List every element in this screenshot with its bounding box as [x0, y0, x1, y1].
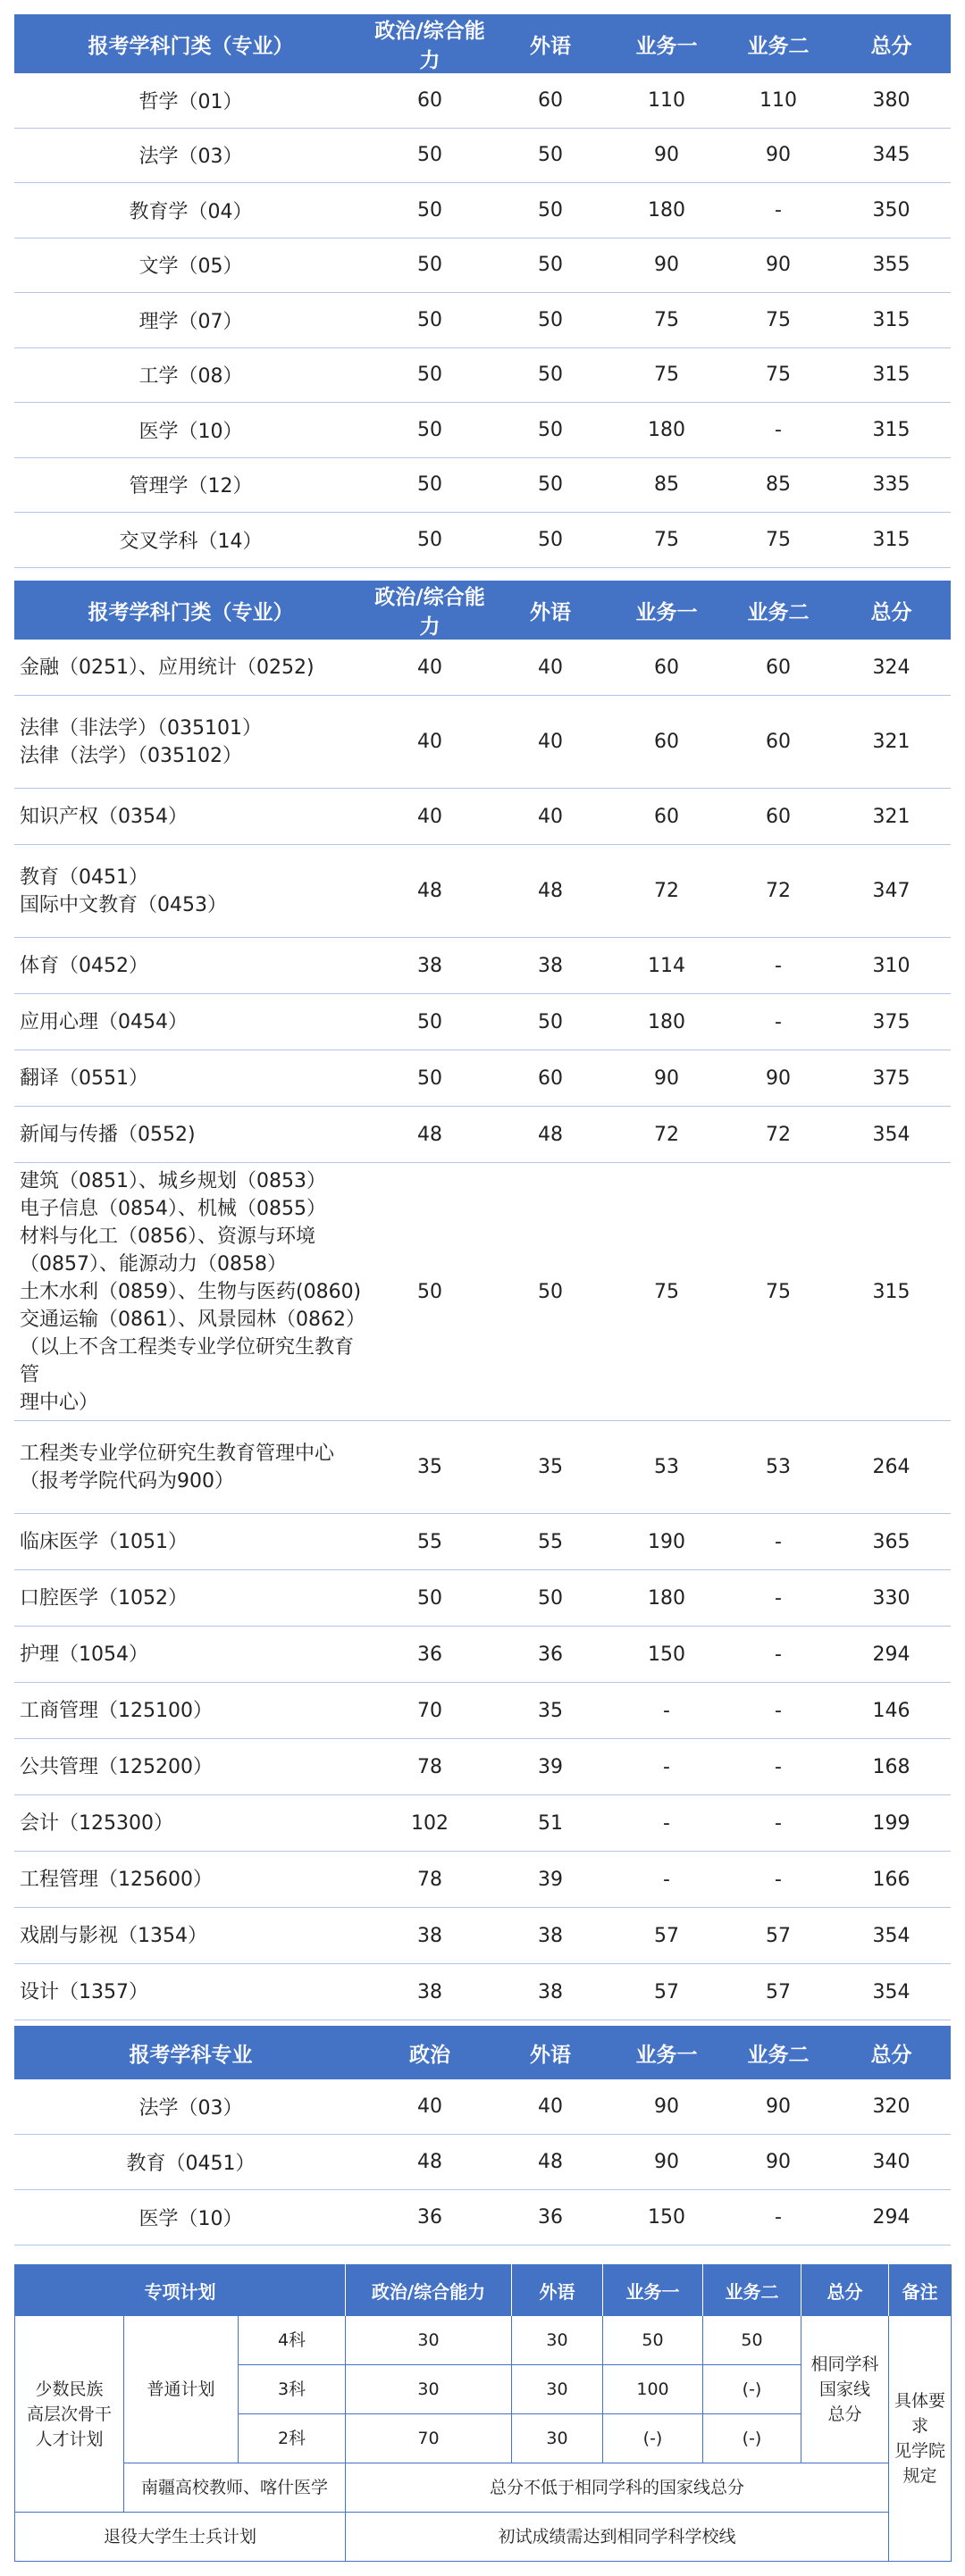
- table-special-plans: [14, 2264, 952, 2562]
- header-cell: 外语: [492, 14, 608, 73]
- score-cell: 350: [832, 183, 951, 238]
- table-row: [14, 789, 951, 845]
- score-cell: 50: [367, 513, 492, 568]
- table-row: [14, 457, 951, 513]
- subject-name: 建筑（0851）、城乡规划（0853） 电子信息（0854）、机械（0855） 材料与化工（0856）、资源与环境 （0857）、能源动力（0858） 土木水利（0859）、生物与医药(0860) 交通运输（0861）、风景园林（0862） （以上不含工程类专业学位研究生教育管 理中心）: [14, 1163, 367, 1421]
- table-row: [14, 1908, 951, 1964]
- score-cell: 53: [725, 1421, 832, 1514]
- header-cell: 政治: [367, 2026, 492, 2079]
- header-cell: 总分: [832, 14, 951, 73]
- subject-name: 法学（03）: [14, 2079, 367, 2135]
- header-cell: 备注: [889, 2265, 952, 2316]
- score-cell: 347: [832, 845, 951, 938]
- score-cell: 75: [608, 1163, 725, 1421]
- score-cell: 48: [367, 2135, 492, 2190]
- score-cell: -: [725, 1514, 832, 1570]
- score-cell: 50: [367, 1163, 492, 1421]
- score-cell: 50: [367, 994, 492, 1050]
- header-cell: 业务二: [725, 581, 832, 640]
- score-cell: 90: [725, 2079, 832, 2135]
- score-cell: 354: [832, 1107, 951, 1163]
- plan-group: 少数民族 高层次骨干 人才计划: [15, 2316, 124, 2513]
- subject-name: 工学（08）: [14, 347, 367, 403]
- header-cell: 业务一: [608, 14, 725, 73]
- score-cell: 72: [725, 845, 832, 938]
- score-cell: -: [725, 1795, 832, 1852]
- score-cell: 50: [367, 128, 492, 183]
- score-cell: 335: [832, 457, 951, 513]
- score-cell: 51: [492, 1795, 608, 1852]
- subject-name: 护理（1054）: [14, 1627, 367, 1683]
- header-cell: 政治/综合能力: [367, 581, 492, 640]
- subject-name: 理学（07）: [14, 293, 367, 348]
- score-cell: 57: [725, 1908, 832, 1964]
- score-cell: 30: [512, 2414, 603, 2463]
- table-row: [14, 2135, 951, 2190]
- table-row: [14, 1683, 951, 1739]
- score-cell: 90: [608, 128, 725, 183]
- score-cell: 50: [367, 457, 492, 513]
- table-row: [14, 1514, 951, 1570]
- score-cell: 40: [492, 789, 608, 845]
- score-cell: 321: [832, 789, 951, 845]
- score-cell: 38: [367, 1964, 492, 2020]
- header-cell: 总分: [832, 2026, 951, 2079]
- table-row: [14, 2190, 951, 2246]
- score-cell: 60: [725, 696, 832, 789]
- score-cell: 114: [608, 938, 725, 994]
- score-cell: -: [608, 1795, 725, 1852]
- subject-name: 翻译（0551）: [14, 1050, 367, 1107]
- header-cell: 报考学科门类（专业）: [14, 14, 367, 73]
- header-row: [14, 14, 951, 73]
- table-row: [14, 1964, 951, 2020]
- score-cell: 365: [832, 1514, 951, 1570]
- table-row: [14, 1852, 951, 1908]
- score-cell: 55: [492, 1514, 608, 1570]
- score-cell: 36: [367, 1627, 492, 1683]
- score-cell: 315: [832, 403, 951, 458]
- score-cell: 50: [703, 2316, 801, 2365]
- score-cell: 57: [725, 1964, 832, 2020]
- score-cell: 55: [367, 1514, 492, 1570]
- table-row: [14, 1570, 951, 1627]
- score-cell: 354: [832, 1908, 951, 1964]
- score-cell: 36: [492, 2190, 608, 2246]
- header-cell: 政治/综合能力: [367, 14, 492, 73]
- score-cell: 50: [492, 238, 608, 293]
- score-cell: 50: [367, 1050, 492, 1107]
- table-row: [14, 696, 951, 789]
- score-cell: 90: [608, 2135, 725, 2190]
- score-cell: 100: [603, 2365, 703, 2414]
- subject-name: 工商管理（125100）: [14, 1683, 367, 1739]
- score-cell: 40: [367, 640, 492, 696]
- score-cell: 35: [492, 1683, 608, 1739]
- score-cell: 57: [608, 1964, 725, 2020]
- score-cell: 60: [492, 1050, 608, 1107]
- score-cell: 324: [832, 640, 951, 696]
- score-cell: 60: [725, 640, 832, 696]
- score-cell: 48: [492, 845, 608, 938]
- score-cell: 38: [367, 938, 492, 994]
- table-row: [14, 1795, 951, 1852]
- score-cell: -: [725, 1570, 832, 1627]
- subject-name: 法律（非法学）（035101） 法律（法学）（035102）: [14, 696, 367, 789]
- subject-name: 教育（0451）: [14, 2135, 367, 2190]
- subject-name: 哲学（01）: [14, 73, 367, 128]
- score-cell: 36: [367, 2190, 492, 2246]
- score-cell: (-): [703, 2365, 801, 2414]
- header-cell: 外语: [492, 581, 608, 640]
- score-cell: 375: [832, 1050, 951, 1107]
- score-cell: 78: [367, 1852, 492, 1908]
- subject-count: 4科: [239, 2316, 346, 2365]
- score-cell: 48: [367, 845, 492, 938]
- score-cell: (-): [703, 2414, 801, 2463]
- score-cell: -: [608, 1739, 725, 1795]
- score-cell: 375: [832, 994, 951, 1050]
- score-cell: 166: [832, 1852, 951, 1908]
- score-cell: 38: [492, 1908, 608, 1964]
- score-cell: 70: [367, 1683, 492, 1739]
- score-cell: 180: [608, 1570, 725, 1627]
- score-cell: 39: [492, 1739, 608, 1795]
- score-cell: 90: [608, 2079, 725, 2135]
- table-professional-degree: [14, 581, 951, 2020]
- subject-name: 新闻与传播（0552): [14, 1107, 367, 1163]
- score-cell: 50: [367, 403, 492, 458]
- score-cell: 60: [608, 640, 725, 696]
- table-row: [15, 2513, 952, 2562]
- table-row: [14, 128, 951, 183]
- score-cell: 40: [367, 696, 492, 789]
- table-row: [14, 403, 951, 458]
- score-cell: 315: [832, 513, 951, 568]
- table-row: [14, 1421, 951, 1514]
- subject-name: 工程类专业学位研究生教育管理中心 （报考学院代码为900）: [14, 1421, 367, 1514]
- subject-count: 2科: [239, 2414, 346, 2463]
- score-cell: 48: [367, 1107, 492, 1163]
- table-row: [14, 1739, 951, 1795]
- header-cell: 总分: [832, 581, 951, 640]
- score-cell: 345: [832, 128, 951, 183]
- header-cell: 业务一: [603, 2265, 703, 2316]
- score-cell: -: [725, 403, 832, 458]
- score-cell: 35: [492, 1421, 608, 1514]
- score-cell: -: [608, 1852, 725, 1908]
- table-row: [14, 183, 951, 238]
- score-cell: 75: [725, 1163, 832, 1421]
- subject-name: 设计（1357）: [14, 1964, 367, 2020]
- table-special-majors: [14, 2026, 951, 2246]
- score-cell: -: [725, 1852, 832, 1908]
- score-cell: 315: [832, 347, 951, 403]
- score-cell: 110: [725, 73, 832, 128]
- score-cell: 90: [725, 238, 832, 293]
- subject-name: 工程管理（125600）: [14, 1852, 367, 1908]
- score-cell: -: [725, 994, 832, 1050]
- table-row: [14, 938, 951, 994]
- score-cell: 90: [608, 1050, 725, 1107]
- score-cell: 50: [492, 403, 608, 458]
- plan-name: 南疆高校教师、喀什医学: [124, 2463, 346, 2513]
- score-cell: 60: [608, 696, 725, 789]
- score-cell: 72: [608, 845, 725, 938]
- total-note: 相同学科 国家线 总分: [801, 2316, 889, 2463]
- score-cell: 180: [608, 994, 725, 1050]
- table-row: [14, 1163, 951, 1421]
- table-row: [14, 640, 951, 696]
- score-cell: 38: [367, 1908, 492, 1964]
- score-cell: 264: [832, 1421, 951, 1514]
- header-cell: 报考学科门类（专业）: [14, 581, 367, 640]
- score-cell: 50: [492, 994, 608, 1050]
- score-cell: 50: [367, 293, 492, 348]
- table-row: [14, 1627, 951, 1683]
- score-cell: 50: [603, 2316, 703, 2365]
- score-cell: -: [725, 1683, 832, 1739]
- subject-name: 医学（10）: [14, 403, 367, 458]
- score-cell: 36: [492, 1627, 608, 1683]
- score-cell: 72: [725, 1107, 832, 1163]
- score-cell: 70: [346, 2414, 512, 2463]
- score-cell: 190: [608, 1514, 725, 1570]
- score-cell: 355: [832, 238, 951, 293]
- table-row: [14, 845, 951, 938]
- score-cell: 60: [492, 73, 608, 128]
- score-cell: 110: [608, 73, 725, 128]
- score-cell: 180: [608, 183, 725, 238]
- table-row: [15, 2316, 952, 2365]
- subject-count: 3科: [239, 2365, 346, 2414]
- score-cell: 75: [608, 347, 725, 403]
- score-cell: 53: [608, 1421, 725, 1514]
- score-cell: 315: [832, 293, 951, 348]
- score-cell: -: [725, 2190, 832, 2246]
- score-cell: 72: [608, 1107, 725, 1163]
- score-cell: 50: [492, 1570, 608, 1627]
- table-row: [14, 73, 951, 128]
- header-cell: 外语: [492, 2026, 608, 2079]
- score-cell: 60: [725, 789, 832, 845]
- score-cell: 40: [367, 789, 492, 845]
- score-cell: 199: [832, 1795, 951, 1852]
- header-cell-plan: 专项计划: [15, 2265, 346, 2316]
- subject-name: 口腔医学（1052）: [14, 1570, 367, 1627]
- header-row: [14, 581, 951, 640]
- score-cell: 50: [492, 183, 608, 238]
- score-cell: 50: [367, 347, 492, 403]
- subject-name: 戏剧与影视（1354）: [14, 1908, 367, 1964]
- score-cell: -: [725, 183, 832, 238]
- score-cell: 75: [725, 513, 832, 568]
- score-cell: 40: [367, 2079, 492, 2135]
- score-cell: 60: [367, 73, 492, 128]
- score-cell: (-): [603, 2414, 703, 2463]
- score-cell: 168: [832, 1739, 951, 1795]
- score-cell: 150: [608, 1627, 725, 1683]
- score-cell: 85: [725, 457, 832, 513]
- subject-name: 体育（0452）: [14, 938, 367, 994]
- table-row: [14, 293, 951, 348]
- score-cell: 48: [492, 2135, 608, 2190]
- score-cell: -: [725, 1627, 832, 1683]
- subject-name: 文学（05）: [14, 238, 367, 293]
- score-cell: 321: [832, 696, 951, 789]
- subject-name: 教育（0451） 国际中文教育（0453）: [14, 845, 367, 938]
- table-row: [14, 1050, 951, 1107]
- header-row: [14, 2026, 951, 2079]
- score-cell: 60: [608, 789, 725, 845]
- sub-plan: 普通计划: [124, 2316, 239, 2463]
- subject-name: 会计（125300）: [14, 1795, 367, 1852]
- score-cell: 354: [832, 1964, 951, 2020]
- header-cell: 业务二: [703, 2265, 801, 2316]
- subject-name: 医学（10）: [14, 2190, 367, 2246]
- score-cell: 48: [492, 1107, 608, 1163]
- score-cell: 75: [608, 293, 725, 348]
- header-cell: 业务一: [608, 2026, 725, 2079]
- score-cell: 30: [346, 2365, 512, 2414]
- score-cell: 39: [492, 1852, 608, 1908]
- score-cell: 90: [608, 238, 725, 293]
- table-academic-degree: [14, 14, 951, 568]
- table-row: [14, 994, 951, 1050]
- header-cell: 总分: [801, 2265, 889, 2316]
- plan-requirement: 初试成绩需达到相同学科学校线: [346, 2513, 889, 2562]
- subject-name: 交叉学科（14）: [14, 513, 367, 568]
- table-row: [14, 513, 951, 568]
- score-cell: 30: [346, 2316, 512, 2365]
- table-row: [14, 238, 951, 293]
- score-cell: 40: [492, 696, 608, 789]
- header-cell: 业务二: [725, 14, 832, 73]
- score-cell: 146: [832, 1683, 951, 1739]
- score-cell: 315: [832, 1163, 951, 1421]
- plan-requirement: 总分不低于相同学科的国家线总分: [346, 2463, 889, 2513]
- subject-name: 管理学（12）: [14, 457, 367, 513]
- score-cell: 90: [725, 2135, 832, 2190]
- subject-name: 应用心理（0454）: [14, 994, 367, 1050]
- score-cell: 57: [608, 1908, 725, 1964]
- table-row: [15, 2463, 952, 2513]
- header-cell: 外语: [512, 2265, 603, 2316]
- score-cell: 40: [492, 2079, 608, 2135]
- score-cell: 50: [492, 1163, 608, 1421]
- score-cell: 310: [832, 938, 951, 994]
- subject-name: 金融（0251）、应用统计（0252): [14, 640, 367, 696]
- score-cell: 150: [608, 2190, 725, 2246]
- plan-name: 退役大学生士兵计划: [15, 2513, 346, 2562]
- score-cell: 50: [492, 293, 608, 348]
- score-cell: 75: [725, 293, 832, 348]
- score-cell: 50: [367, 238, 492, 293]
- subject-name: 知识产权（0354）: [14, 789, 367, 845]
- subject-name: 公共管理（125200）: [14, 1739, 367, 1795]
- score-cell: 180: [608, 403, 725, 458]
- score-cell: 38: [492, 938, 608, 994]
- header-row: [15, 2265, 952, 2316]
- score-cell: 294: [832, 1627, 951, 1683]
- score-cell: -: [725, 938, 832, 994]
- header-cell: 报考学科专业: [14, 2026, 367, 2079]
- score-cell: 294: [832, 2190, 951, 2246]
- score-cell: 75: [608, 513, 725, 568]
- remark: 具体要求 见学院 规定: [889, 2316, 952, 2562]
- score-cell: 35: [367, 1421, 492, 1514]
- subject-name: 教育学（04）: [14, 183, 367, 238]
- score-cell: 340: [832, 2135, 951, 2190]
- score-cell: 380: [832, 73, 951, 128]
- score-cell: 50: [367, 183, 492, 238]
- score-cell: 50: [492, 513, 608, 568]
- score-cell: 78: [367, 1739, 492, 1795]
- score-cell: 40: [492, 640, 608, 696]
- score-cell: 30: [512, 2365, 603, 2414]
- table-row: [14, 347, 951, 403]
- score-cell: 50: [492, 128, 608, 183]
- subject-name: 法学（03）: [14, 128, 367, 183]
- score-cell: 320: [832, 2079, 951, 2135]
- score-cell: 50: [492, 457, 608, 513]
- score-cell: 50: [367, 1570, 492, 1627]
- score-cell: 85: [608, 457, 725, 513]
- header-cell: 政治/综合能力: [346, 2265, 512, 2316]
- header-cell: 业务二: [725, 2026, 832, 2079]
- score-cell: 330: [832, 1570, 951, 1627]
- subject-name: 临床医学（1051）: [14, 1514, 367, 1570]
- score-cell: -: [608, 1683, 725, 1739]
- score-cell: -: [725, 1739, 832, 1795]
- score-cell: 90: [725, 1050, 832, 1107]
- score-cell: 90: [725, 128, 832, 183]
- header-cell: 业务一: [608, 581, 725, 640]
- score-cell: 38: [492, 1964, 608, 2020]
- table-row: [14, 2079, 951, 2135]
- table-row: [14, 1107, 951, 1163]
- score-cell: 102: [367, 1795, 492, 1852]
- score-cell: 75: [725, 347, 832, 403]
- score-cell: 50: [492, 347, 608, 403]
- score-cell: 30: [512, 2316, 603, 2365]
